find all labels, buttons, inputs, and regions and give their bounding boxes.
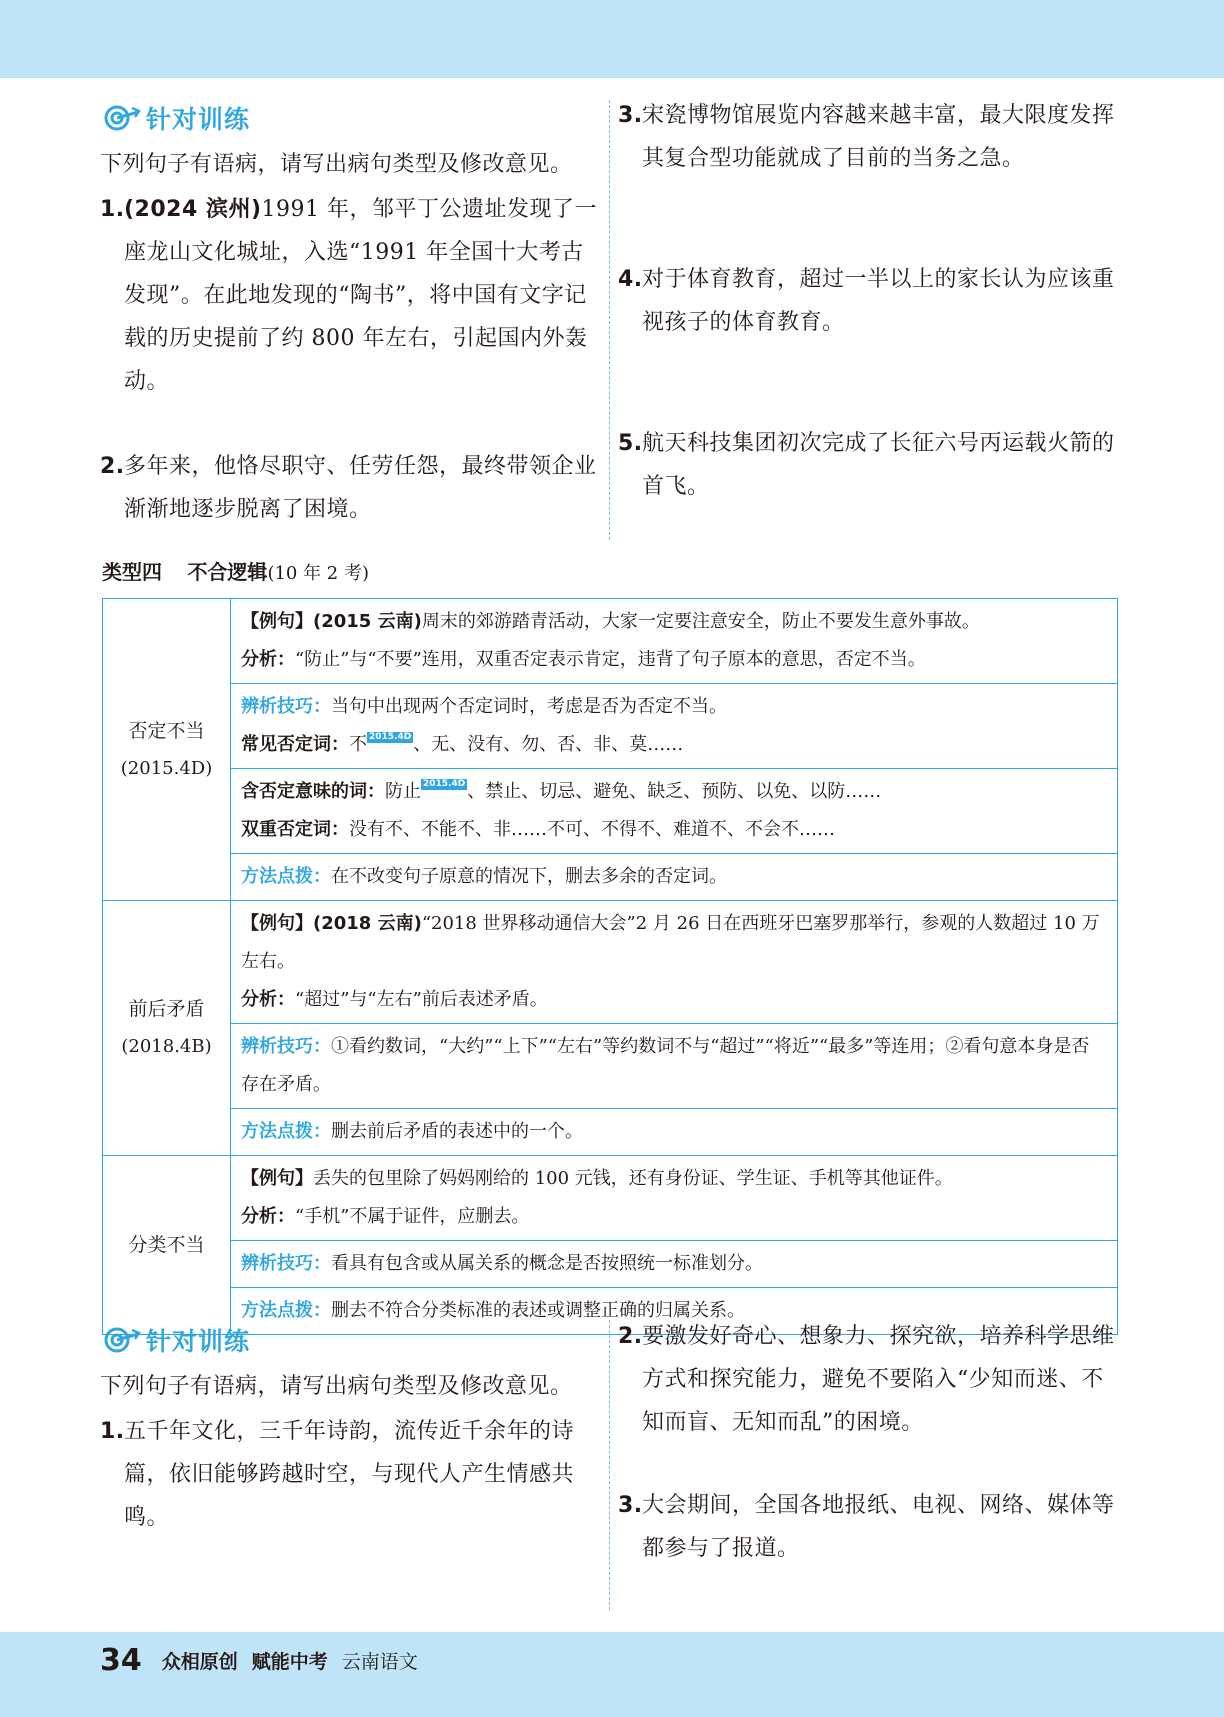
- table-row: [103, 1156, 1118, 1241]
- instruction: 下列句子有语病，请写出病句类型及修改意见。: [100, 1374, 573, 1399]
- row-label-text: 前后矛盾: [128, 998, 205, 1020]
- table-row: [103, 901, 1118, 1024]
- question-3: [618, 94, 1118, 180]
- table-row: [103, 684, 1118, 769]
- question-source: (2024 滨州): [124, 197, 262, 222]
- question-text: 航天科技集团初次完成了长征六号丙运载火箭的首飞。: [642, 431, 1115, 499]
- exam-tag: 2015.4D: [369, 732, 412, 742]
- drill-header-top: [104, 100, 250, 136]
- table-row: [103, 1024, 1118, 1109]
- table-row: [103, 1241, 1118, 1288]
- example-cell: 【例句】(2015 云南)周末的郊游踏青活动，大家一定要注意安全，防止不要发生意外事故。 分析：“防止”与“不要”连用，双重否定表示肯定，违背了句子原本的意思，否定不当。: [231, 599, 1118, 684]
- word-list-cell: 含否定意味的词：防止 2015.4D 、禁止、切忌、避免、缺乏、预防、以免、以防…… 双重否定词：没有不、不能不、非……不可、不得不、难道不、不会不……: [231, 769, 1118, 854]
- question-text: 多年来，他恪尽职守、任劳任怨，最终带领企业渐渐地逐步脱离了困境。: [124, 454, 597, 522]
- bottom-left-column: [100, 1365, 600, 1539]
- skill-cell: 辨析技巧：①看约数词，“大约”“上下”“左右”等约数词不与“超过”“将近”“最多”等连用；②看句意本身是否存在矛盾。: [231, 1024, 1118, 1109]
- question-1: [100, 1410, 600, 1539]
- question-2: [100, 445, 600, 531]
- footer-slogan: 赋能中考: [251, 1650, 328, 1673]
- table-row: [103, 769, 1118, 854]
- column-divider: [609, 100, 610, 540]
- question-number: 2.: [618, 1324, 643, 1349]
- skill-cell: 辨析技巧：看具有包含或从属关系的概念是否按照统一标准划分。: [231, 1241, 1118, 1288]
- question-3: [618, 1484, 1118, 1570]
- table-row: [103, 854, 1118, 901]
- question-number: 1.: [100, 197, 125, 222]
- footer-subject: 云南语文: [341, 1650, 418, 1673]
- row-label-text: 否定不当: [128, 719, 205, 742]
- method-cell: 方法点拨：在不改变句子原意的情况下，删去多余的否定词。: [231, 854, 1118, 901]
- question-text: 大会期间，全国各地报纸、电视、网络、媒体等都参与了报道。: [642, 1493, 1115, 1561]
- page-footer: [100, 1640, 432, 1680]
- question-text: 要激发好奇心、想象力、探究欲，培养科学思维方式和探究能力，避免不要陷入“少知而迷、不知而盲、无知而乱”的困境。: [642, 1324, 1115, 1435]
- example-cell: 【例句】(2018 云南)“2018 世界移动通信大会”2 月 26 日在西班牙巴塞罗那举行，参观的人数超过 10 万左右。 分析：“超过”与“左右”前后表述矛盾。: [231, 901, 1118, 1024]
- type-label: 类型四: [102, 560, 162, 584]
- type-note: (10 年 2 考): [267, 563, 370, 584]
- row-label: [103, 599, 231, 901]
- top-left-column: [100, 143, 600, 531]
- method-cell: 方法点拨：删去前后矛盾的表述中的一个。: [231, 1109, 1118, 1156]
- question-text: 宋瓷博物馆展览内容越来越丰富，最大限度发挥其复合型功能就成了目前的当务之急。: [642, 103, 1115, 171]
- question-number: 3.: [618, 1493, 643, 1518]
- footer-brand: 众相原创: [161, 1650, 238, 1673]
- skill-cell: 辨析技巧：当句中出现两个否定词时，考虑是否为否定不当。 常见否定词：不 2015.4D 、无、没有、勿、否、非、莫……: [231, 684, 1118, 769]
- example-cell: 【例句】丢失的包里除了妈妈刚给的 100 元钱，还有身份证、学生证、手机等其他证件。 分析：“手机”不属于证件，应删去。: [231, 1156, 1118, 1241]
- column-divider: [609, 1320, 610, 1610]
- table-row: [103, 1109, 1118, 1156]
- target-icon: [104, 1325, 142, 1355]
- drill-title: 针对训练: [146, 1327, 251, 1356]
- row-label-code: (2015.4D): [120, 757, 213, 779]
- top-band: [0, 0, 1224, 78]
- question-text: 五千年文化，三千年诗韵，流传近千余年的诗篇，依旧能够跨越时空，与现代人产生情感共鸣。: [124, 1419, 575, 1530]
- type-heading: [102, 556, 369, 585]
- question-number: 2.: [100, 454, 125, 479]
- bottom-right-column: [618, 1315, 1118, 1570]
- drill-header-bottom: [104, 1322, 250, 1358]
- target-icon: [104, 103, 142, 133]
- type-name: 不合逻辑: [187, 560, 268, 584]
- question-number: 4.: [618, 267, 643, 292]
- method-cell: 方法点拨：删去不符合分类标准的表述或调整正确的归属关系。: [231, 1288, 1118, 1335]
- row-label-code: (2018.4B): [121, 1036, 212, 1057]
- question-text: 1991 年，邹平丁公遗址发现了一座龙山文化城址，入选“1991 年全国十大考古发现”。在此地发现的“陶书”，将中国有文字记载的历史提前了约 800 年左右，引起国内外轰动。: [124, 197, 597, 394]
- question-number: 1.: [100, 1419, 125, 1444]
- row-label: [103, 901, 231, 1156]
- row-label-text: 分类不当: [128, 1234, 205, 1256]
- page-number: 34: [100, 1642, 142, 1678]
- drill-title: 针对训练: [146, 105, 251, 134]
- top-right-column: [618, 94, 1118, 508]
- instruction: 下列句子有语病，请写出病句类型及修改意见。: [100, 152, 573, 177]
- question-2: [618, 1315, 1118, 1444]
- question-1: [100, 188, 600, 403]
- question-text: 对于体育教育，超过一半以上的家长认为应该重视孩子的体育教育。: [642, 267, 1115, 335]
- question-number: 5.: [618, 431, 643, 456]
- logic-error-table: [102, 598, 1118, 1335]
- row-label: [103, 1156, 231, 1335]
- question-4: [618, 258, 1118, 344]
- question-5: [618, 422, 1118, 508]
- table-row: [103, 599, 1118, 684]
- question-number: 3.: [618, 103, 643, 128]
- exam-tag: 2015.4D: [423, 779, 466, 789]
